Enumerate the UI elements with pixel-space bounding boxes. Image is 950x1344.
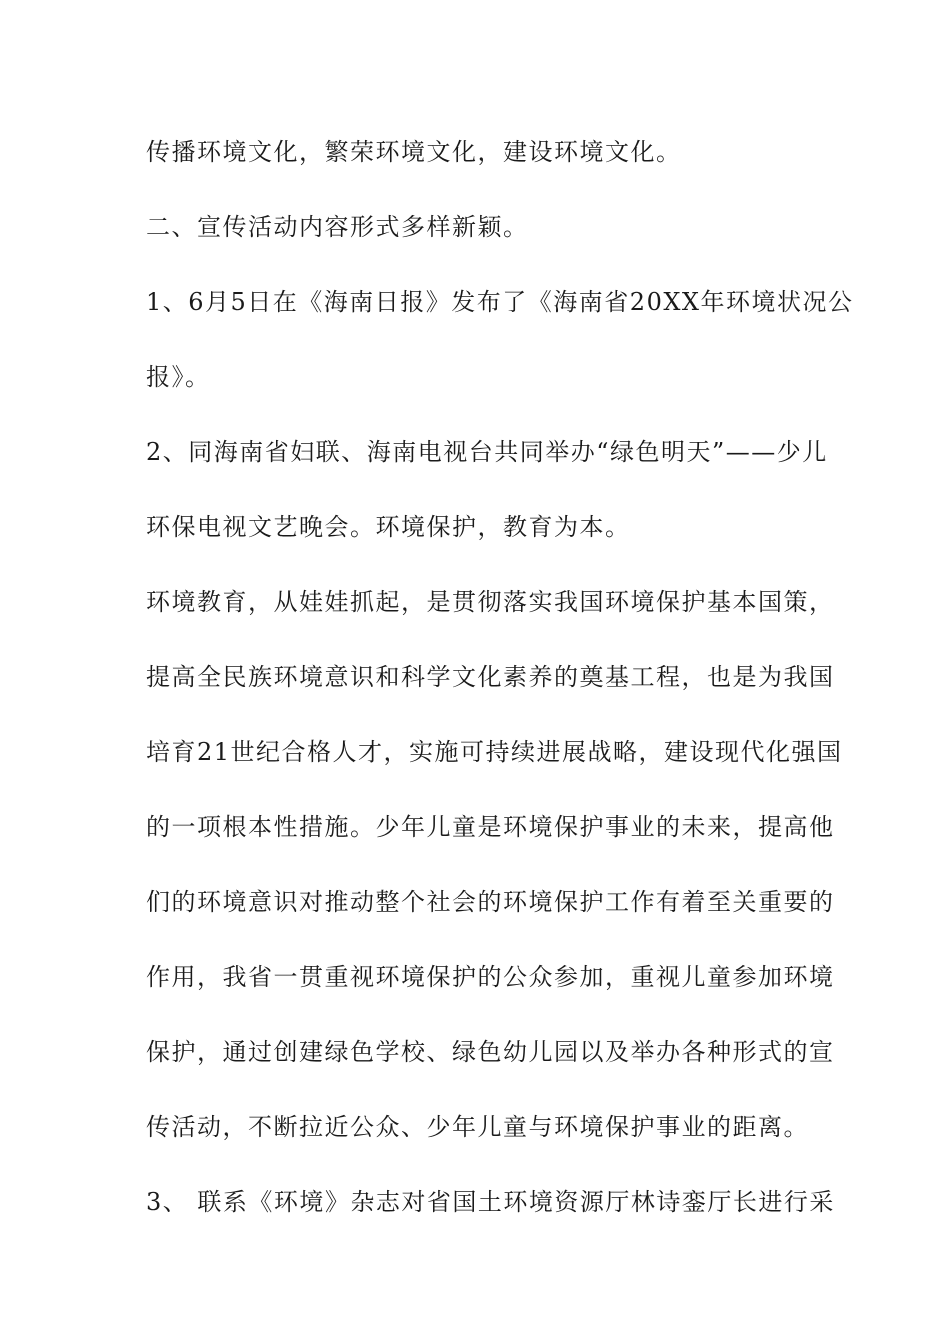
text-line: 传播环境文化，繁荣环境文化，建设环境文化。 (146, 138, 682, 166)
section-heading: 二、宣传活动内容形式多样新颖。 (146, 213, 529, 241)
text-line: 提高全民族环境意识和科学文化素养的奠基工程，也是为我国 (146, 663, 835, 691)
text-line: 的一项根本性措施。少年儿童是环境保护事业的未来，提高他 (146, 813, 835, 841)
text-line: 环保电视文艺晚会。环境保护，教育为本。 (146, 513, 631, 541)
text-line: 们的环境意识对推动整个社会的环境保护工作有着至关重要的 (146, 888, 835, 916)
text-line: 2、同海南省妇联、海南电视台共同举办“绿色明天”——少儿 (146, 438, 828, 466)
text-line: 报》。 (146, 363, 211, 391)
text-line: 3、 联系《环境》杂志对省国土环境资源厅林诗銮厅长进行采 (146, 1188, 835, 1216)
text-line: 保护，通过创建绿色学校、绿色幼儿园以及举办各种形式的宣 (146, 1038, 835, 1066)
text-line: 传活动，不断拉近公众、少年儿童与环境保护事业的距离。 (146, 1113, 809, 1141)
text-line: 环境教育，从娃娃抓起，是贯彻落实我国环境保护基本国策， (146, 588, 835, 616)
text-line: 培育21世纪合格人才，实施可持续进展战略，建设现代化强国 (146, 738, 843, 766)
text-line: 1、6月5日在《海南日报》发布了《海南省20XX年环境状况公 (146, 288, 854, 316)
text-line: 作用，我省一贯重视环境保护的公众参加，重视儿童参加环境 (146, 963, 835, 991)
